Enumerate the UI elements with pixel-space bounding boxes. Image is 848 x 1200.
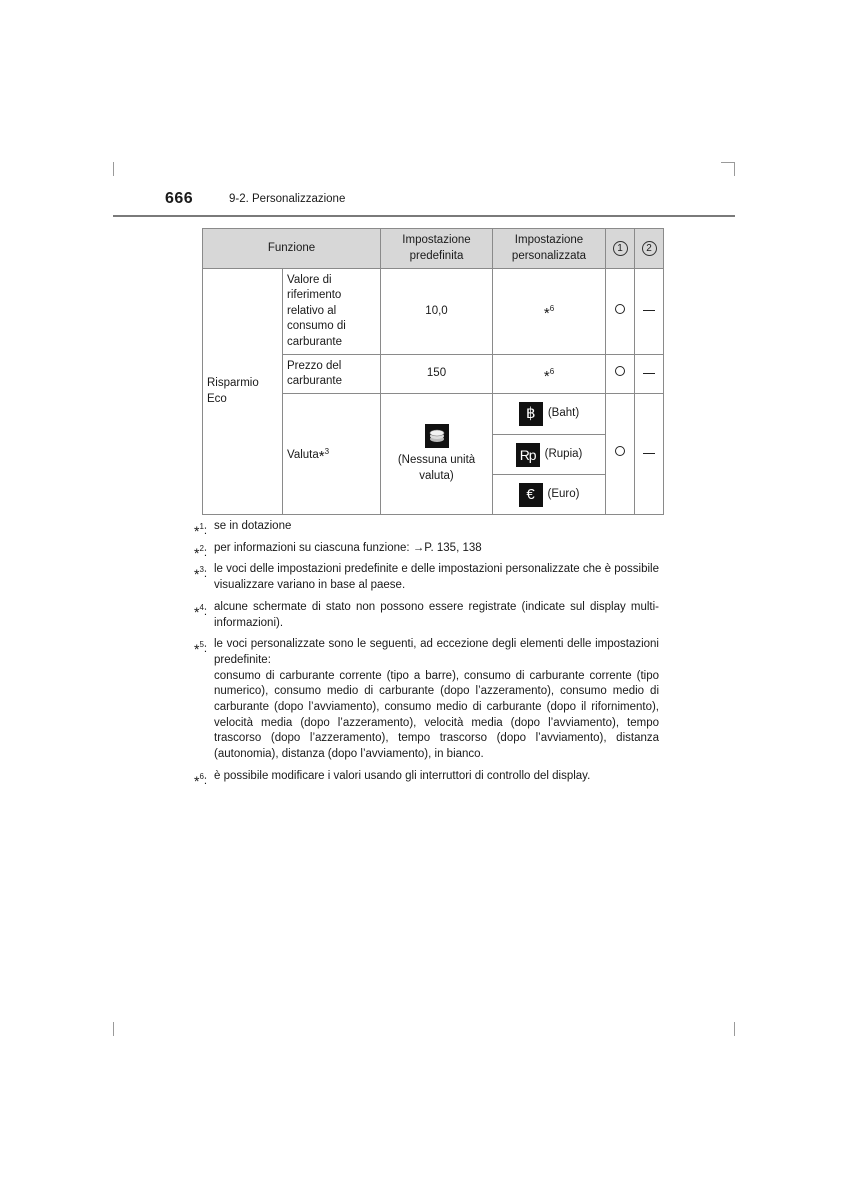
footnote: *$^2$: per informazioni su ciascuna funzione: →P. 135, 138 <box>194 541 482 561</box>
default-value: 150 <box>381 355 493 394</box>
circled-two: 2 <box>642 241 657 256</box>
circled-one: 1 <box>613 241 628 256</box>
col1-mark <box>606 394 635 515</box>
function-cell: Valore di riferimento relativo al consumo di carburante <box>283 269 381 355</box>
page-header <box>113 190 735 218</box>
header-col1 <box>606 229 635 269</box>
currency-option: € (Euro) <box>493 475 605 514</box>
dash-mark-icon <box>643 310 655 311</box>
function-cell: Valuta*$^3$ <box>283 394 381 515</box>
currency-option: ฿ (Baht) <box>493 394 605 435</box>
footnote: *$^4$: alcune schermate di stato non possono essere registrate (indicate sul display multi-informazioni). <box>194 600 659 629</box>
header-default: Impostazione predefinita <box>381 229 493 269</box>
section-title: 9-2. Personalizzazione <box>229 193 346 205</box>
dash-mark-icon <box>643 453 655 454</box>
custom-value: *$^6$ <box>493 269 606 355</box>
col2-mark <box>635 355 664 394</box>
footnotes <box>194 519 659 791</box>
default-value: 10,0 <box>381 269 493 355</box>
page-number: 666 <box>165 190 194 207</box>
col2-mark <box>635 394 664 515</box>
table-header-row <box>203 229 664 269</box>
rupiah-icon: Rp <box>516 443 540 467</box>
circle-mark-icon <box>615 446 625 456</box>
circle-mark-icon <box>615 366 625 376</box>
settings-table <box>202 228 664 515</box>
custom-value: *$^6$ <box>493 355 606 394</box>
col1-mark <box>606 355 635 394</box>
footnote: *$^1$: se in dotazione <box>194 520 292 539</box>
footnote: *$^3$: le voci delle impostazioni predefinite e delle impostazioni personalizzate che è possibile visualizzare variano in base al paese. <box>194 563 659 592</box>
group-cell: Risparmio Eco <box>203 269 283 515</box>
header-custom: Impostazione personalizzata <box>493 229 606 269</box>
circle-mark-icon <box>615 304 625 314</box>
default-currency-label: (Nessuna unità valuta) <box>397 454 476 482</box>
footnote-detail: consumo di carburante corrente (tipo a barre), consumo di carburante corrente (tipo numerico), consumo medio di carburante (dopo l’azzeramento), consumo medio di carburante (dopo l’avviamento), consumo medio di carburante (dopo il rifornimento), velocità media (dopo l’azzeramento), velocità media (dopo l’avviamento), tempo trascorso (dopo l’azzeramento), tempo trascorso (dopo l’avviamento), distanza (autonomia), distanza (dopo l’avviamento), in bianco. <box>214 669 659 761</box>
footnote: *$^5$: le voci personalizzate sono le seguenti, ad eccezione degli elementi delle impostazioni predefinite: consumo di carburante corrente (tipo a barre), consumo di carburante corrente (tipo numerico), consumo medio di carburante (dopo l’azzeramento), consumo medio di carburante (dopo l’avviamento), consumo medio di carburante (dopo il rifornimento), velocità media (dopo l’azzeramento), velocità media (dopo l’avviamento), tempo trascorso (dopo l’azzeramento), tempo trascorso (dopo l’avviamento), distanza (autonomia), distanza (dopo l’avviamento), in bianco. <box>194 637 659 763</box>
crop-mark-bottom-left <box>113 1022 114 1036</box>
baht-icon: ฿ <box>519 402 543 426</box>
col2-mark <box>635 269 664 355</box>
crop-mark-top-left-v <box>113 162 114 176</box>
header-rule <box>113 215 735 217</box>
footnote: *$^6$: è possibile modificare i valori usando gli interruttori di controllo del display. <box>194 769 591 789</box>
euro-icon: € <box>519 483 543 507</box>
col1-mark <box>606 269 635 355</box>
header-col2 <box>635 229 664 269</box>
table-row <box>203 269 664 355</box>
crop-mark-top-right-v <box>734 162 735 176</box>
currency-option: Rp (Rupia) <box>493 435 605 475</box>
default-currency <box>381 394 493 515</box>
crop-mark-top-right-h <box>721 162 735 163</box>
function-cell: Prezzo del carburante <box>283 355 381 394</box>
header-function: Funzione <box>203 229 381 269</box>
crop-mark-bottom-right <box>734 1022 735 1036</box>
dash-mark-icon <box>643 373 655 374</box>
coins-icon <box>425 424 449 448</box>
currency-options <box>493 394 606 515</box>
